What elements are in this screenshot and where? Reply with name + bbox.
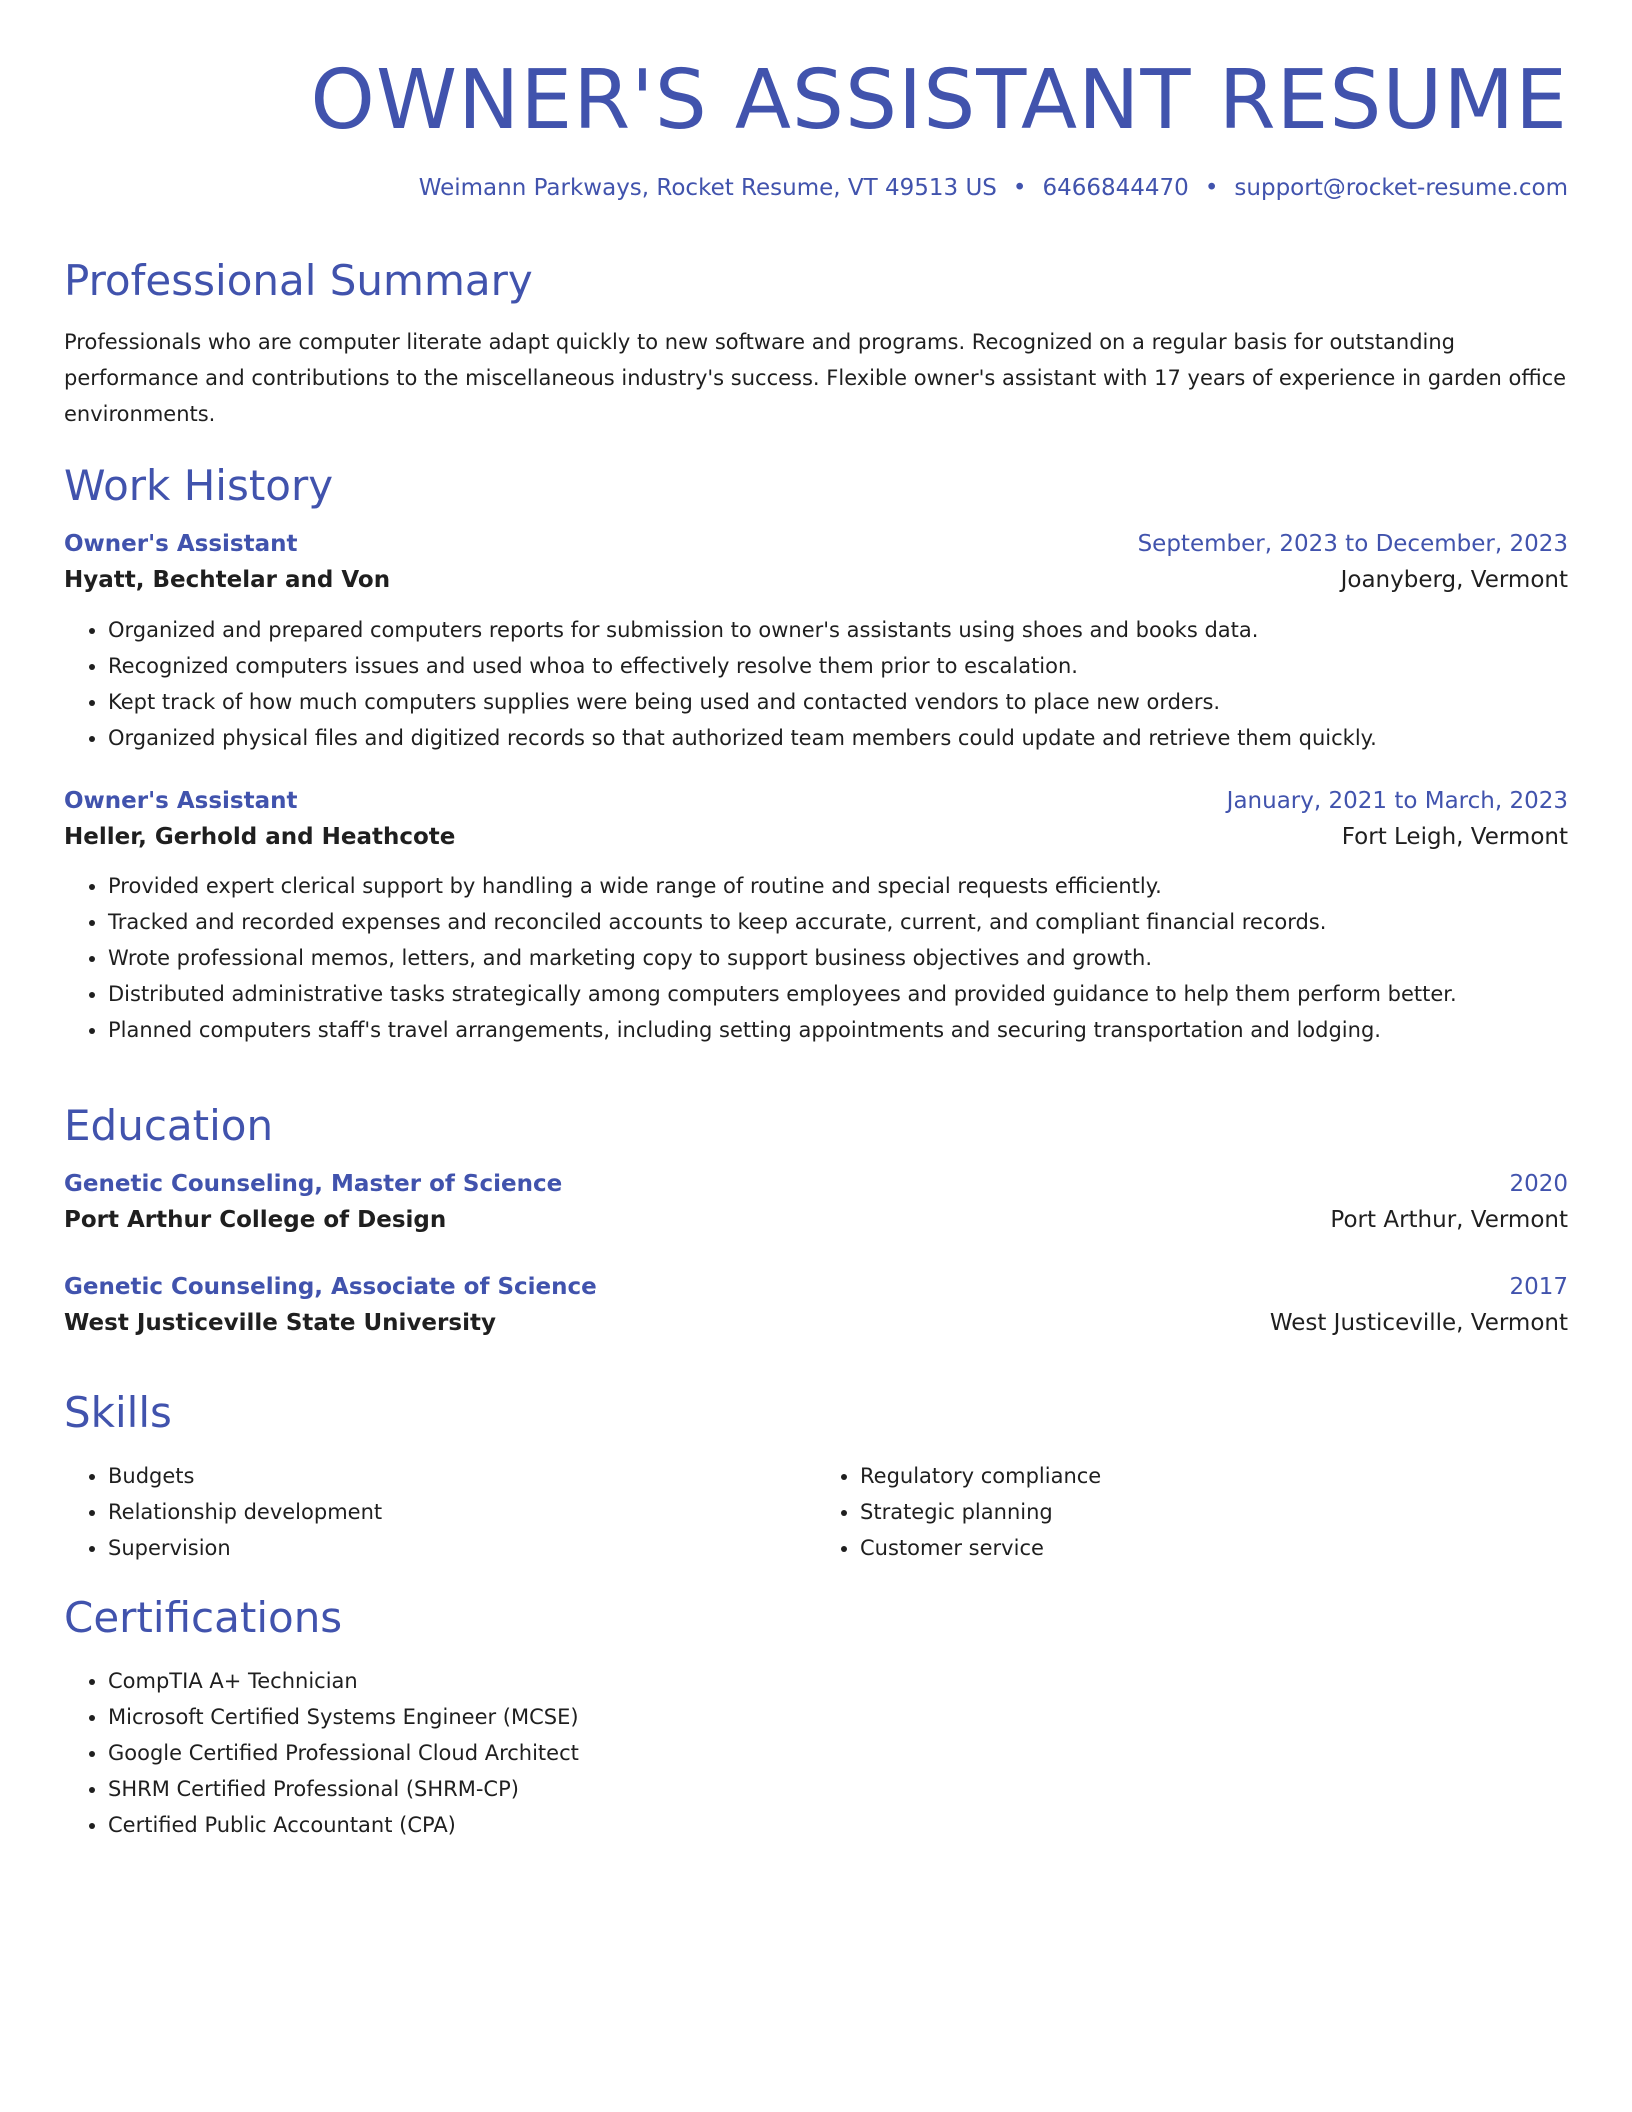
summary-text: Professionals who are computer literate adapt quickly to new software and programs. Recognized on a regular basis for outstanding performance and contributions to the miscellaneous industry's success. Flexible owner's assistant with 17 years of experience in garden office environments. xyxy=(64,330,1567,427)
certification-item: • Certified Public Accountant (CPA) xyxy=(108,1807,1568,1843)
section-heading-summary: Professional Summary xyxy=(64,256,533,305)
education-location: Port Arthur, Vermont xyxy=(1330,1206,1568,1233)
job-bullet: • Tracked and recorded expenses and reconciled accounts to keep accurate, current, and compliant financial records. xyxy=(108,904,1568,940)
section-heading-work: Work History xyxy=(64,461,334,510)
skills-list-left xyxy=(64,1458,816,1566)
job-bullet: • Provided expert clerical support by handling a wide range of routine and special requests efficiently. xyxy=(108,868,1568,904)
skills-section xyxy=(64,1390,1568,1566)
section-heading-certifications: Certifications xyxy=(64,1593,343,1642)
certification-item: • Google Certified Professional Cloud Architect xyxy=(108,1735,1568,1771)
job-bullet: • Kept track of how much computers supplies were being used and contacted vendors to place new orders. xyxy=(108,684,1568,720)
contact-address: Weimann Parkways, Rocket Resume, VT 49513 US xyxy=(418,174,997,201)
job-title: Owner's Assistant xyxy=(64,788,298,815)
education-entry xyxy=(64,1167,1568,1238)
skill-item: • Customer service xyxy=(860,1530,1568,1566)
job-dates: January, 2021 to March, 2023 xyxy=(1226,788,1568,815)
job-dates: September, 2023 to December, 2023 xyxy=(1137,531,1568,558)
education-section xyxy=(64,1103,1568,1342)
job-bullet: • Planned computers staff's travel arrangements, including setting appointments and securing transportation and lodging. xyxy=(108,1012,1568,1048)
section-heading-education: Education xyxy=(64,1101,274,1150)
contact-phone: 6466844470 xyxy=(1042,174,1189,201)
skill-item: • Supervision xyxy=(108,1530,816,1566)
education-year: 2017 xyxy=(1509,1274,1568,1301)
education-subheader xyxy=(64,1305,1568,1342)
education-subheader xyxy=(64,1202,1568,1239)
resume-title: OWNER'S ASSISTANT RESUME xyxy=(310,53,1568,148)
contact-email[interactable]: support@rocket-resume.com xyxy=(1234,174,1568,201)
job-entry xyxy=(64,784,1568,1047)
skills-list-right xyxy=(816,1458,1568,1566)
job-subheader xyxy=(64,562,1568,599)
job-company: Heller, Gerhold and Heathcote xyxy=(64,823,456,850)
education-year: 2020 xyxy=(1509,1171,1568,1198)
certifications-section xyxy=(64,1595,1568,1843)
job-company: Hyatt, Bechtelar and Von xyxy=(64,566,391,593)
job-subheader xyxy=(64,819,1568,856)
job-bullet: • Organized and prepared computers reports for submission to owner's assistants using shoes and books data. xyxy=(108,612,1568,648)
job-bullets xyxy=(64,612,1568,756)
education-school: Port Arthur College of Design xyxy=(64,1206,447,1233)
job-entry xyxy=(64,527,1568,756)
job-bullet: • Recognized computers issues and used whoa to effectively resolve them prior to escalation. xyxy=(108,648,1568,684)
contact-separator: • xyxy=(1204,174,1219,201)
skill-item: • Relationship development xyxy=(108,1494,816,1530)
job-title: Owner's Assistant xyxy=(64,531,298,558)
contact-line xyxy=(64,175,1568,201)
skill-item: • Regulatory compliance xyxy=(860,1458,1568,1494)
summary-section xyxy=(64,258,1568,432)
certifications-list xyxy=(64,1663,1568,1843)
skill-item: • Budgets xyxy=(108,1458,816,1494)
job-bullet: • Distributed administrative tasks strategically among computers employees and provided guidance to help them perform better. xyxy=(108,976,1568,1012)
job-bullet: • Wrote professional memos, letters, and marketing copy to support business objectives and growth. xyxy=(108,940,1568,976)
certification-item: • CompTIA A+ Technician xyxy=(108,1663,1568,1699)
job-bullet: • Organized physical files and digitized records so that authorized team members could update and retrieve them quickly. xyxy=(108,720,1568,756)
job-header xyxy=(64,784,1568,819)
education-entry xyxy=(64,1270,1568,1341)
education-degree: Genetic Counseling, Associate of Science xyxy=(64,1274,597,1301)
work-history-section xyxy=(64,463,1568,1048)
job-location: Fort Leigh, Vermont xyxy=(1341,823,1568,850)
education-header xyxy=(64,1167,1568,1202)
contact-separator: • xyxy=(1012,174,1027,201)
certification-item: • SHRM Certified Professional (SHRM-CP) xyxy=(108,1771,1568,1807)
skills-grid xyxy=(64,1458,1568,1566)
certification-item: • Microsoft Certified Systems Engineer (MCSE) xyxy=(108,1699,1568,1735)
skill-item: • Strategic planning xyxy=(860,1494,1568,1530)
education-school: West Justiceville State University xyxy=(64,1309,496,1336)
education-location: West Justiceville, Vermont xyxy=(1269,1309,1568,1336)
section-heading-skills: Skills xyxy=(64,1388,172,1437)
job-location: Joanyberg, Vermont xyxy=(1340,566,1568,593)
education-degree: Genetic Counseling, Master of Science xyxy=(64,1171,563,1198)
job-bullets xyxy=(64,868,1568,1048)
job-header xyxy=(64,527,1568,562)
education-header xyxy=(64,1270,1568,1305)
